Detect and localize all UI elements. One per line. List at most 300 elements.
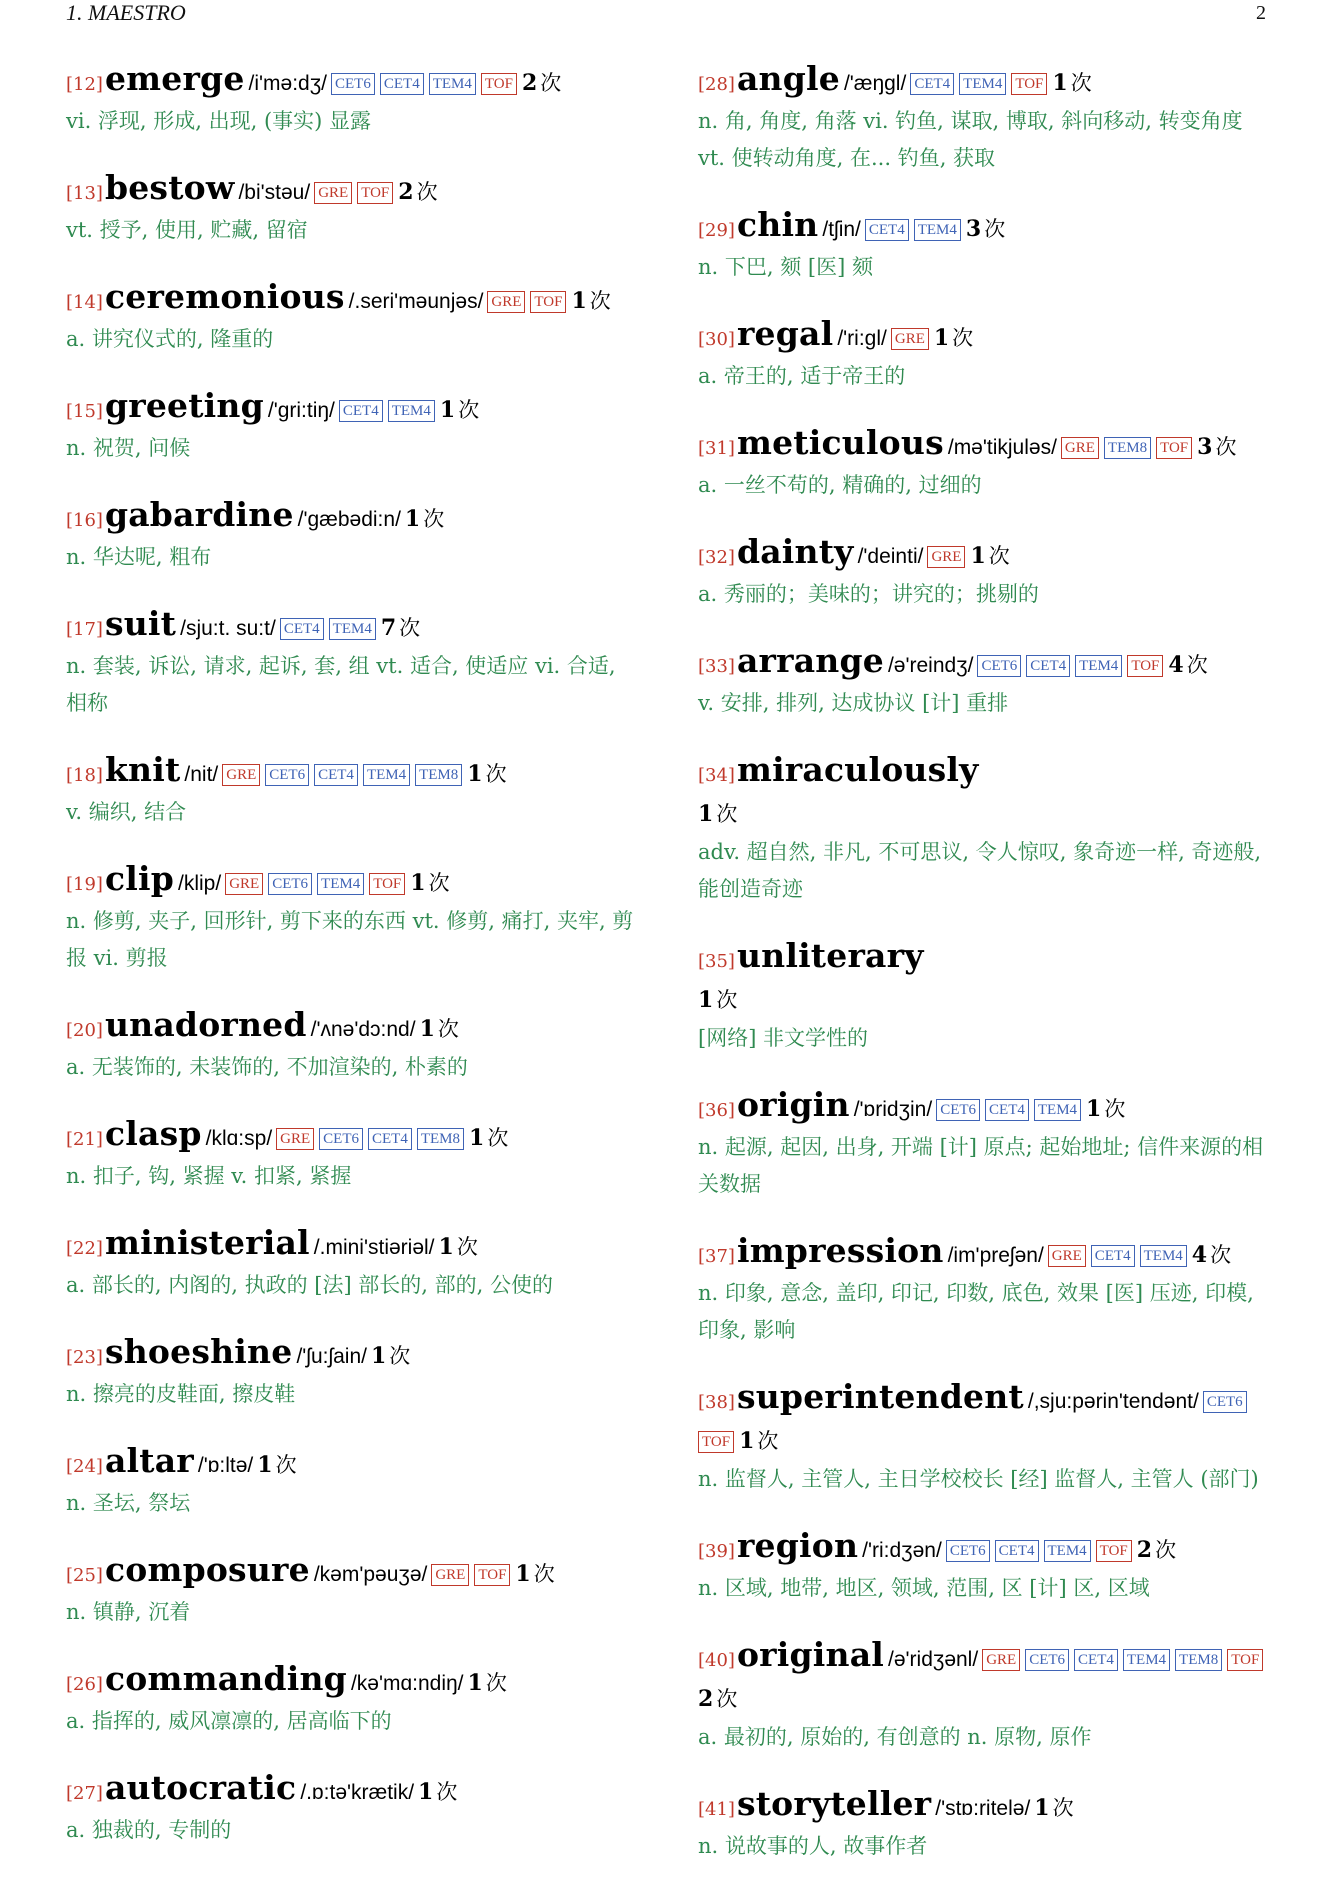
definition: n. 监督人, 主管人, 主日学校校长 [经] 监督人, 主管人 (部门)	[698, 1467, 1259, 1491]
word-entry	[698, 1636, 1272, 1756]
exam-tag: CET4	[910, 73, 954, 95]
count-number: 2	[1136, 1537, 1153, 1563]
headword: storyteller	[736, 1784, 932, 1823]
count-number: 1	[370, 1343, 387, 1369]
definition: n. 擦亮的皮鞋面, 擦皮鞋	[66, 1382, 296, 1406]
occurrence-count	[398, 180, 437, 204]
definition: a. 独裁的, 专制的	[66, 1818, 232, 1842]
entry-headline	[66, 496, 636, 540]
occurrence-count	[1034, 1796, 1073, 1820]
phonetic-transcription: /'æŋgl/	[843, 72, 907, 95]
exam-tags	[946, 1542, 1137, 1561]
entry-index: [14]	[66, 292, 103, 313]
exam-tags	[1061, 439, 1197, 458]
phonetic-transcription: /'ri:dʒən/	[862, 1539, 942, 1562]
entry-headline	[698, 1232, 1272, 1276]
entry-index: [30]	[698, 329, 735, 350]
entry-headline	[66, 1551, 636, 1595]
exam-tag: CET4	[380, 73, 424, 95]
count-suffix: 次	[389, 1344, 411, 1368]
count-suffix: 次	[436, 1780, 458, 1804]
count-number: 1	[419, 1016, 435, 1042]
definition: n. 下巴, 颏 [医] 颏	[698, 255, 873, 279]
count-number: 2	[521, 70, 538, 96]
exam-tag: GRE	[1048, 1245, 1086, 1267]
exam-tag: CET6	[946, 1540, 990, 1562]
entry-index: [16]	[66, 510, 103, 531]
headword: region	[736, 1526, 859, 1565]
count-suffix: 次	[1210, 1243, 1232, 1267]
exam-tag: TEM4	[1140, 1245, 1187, 1267]
exam-tag: CET4	[368, 1128, 412, 1150]
phonetic-transcription: /,sju:pərin'tendənt/	[1027, 1390, 1199, 1413]
exam-tags	[487, 293, 571, 312]
word-entry	[66, 1333, 636, 1413]
headword: shoeshine	[104, 1332, 293, 1371]
exam-tag: CET6	[265, 764, 309, 786]
headword: unadorned	[104, 1005, 307, 1044]
phonetic-transcription: /ə'ridʒənl/	[888, 1648, 979, 1671]
exam-tag: TEM4	[429, 73, 476, 95]
word-entry	[66, 387, 636, 467]
phonetic-transcription: /'gæbədi:n/	[297, 508, 401, 531]
occurrence-count	[698, 988, 737, 1012]
exam-tags	[977, 657, 1168, 676]
definition: v. 安排, 排列, 达成协议 [计] 重排	[698, 691, 1009, 715]
word-entry	[698, 424, 1272, 504]
entry-headline	[698, 1785, 1272, 1829]
definition: n. 镇静, 沉着	[66, 1600, 191, 1624]
exam-tag: TEM4	[317, 873, 364, 895]
exam-tag: GRE	[222, 764, 260, 786]
exam-tags	[982, 1651, 1268, 1670]
headword: altar	[104, 1441, 194, 1480]
occurrence-count	[467, 762, 506, 786]
exam-tag: CET4	[985, 1099, 1029, 1121]
entry-index: [21]	[66, 1129, 103, 1150]
exam-tag: TEM4	[329, 618, 376, 640]
occurrence-count	[1137, 1538, 1176, 1562]
exam-tag: TEM4	[959, 73, 1006, 95]
exam-tag: GRE	[487, 291, 525, 313]
occurrence-count	[468, 1671, 507, 1695]
headword: origin	[736, 1085, 850, 1124]
entry-index: [37]	[698, 1246, 735, 1267]
headword: emerge	[104, 59, 245, 98]
occurrence-count	[420, 1017, 459, 1041]
word-entry	[698, 751, 1272, 908]
headword: impression	[736, 1231, 944, 1270]
count-suffix: 次	[1104, 1097, 1126, 1121]
entry-index: [24]	[66, 1456, 103, 1477]
entry-index: [35]	[698, 951, 735, 972]
definition: a. 无装饰的, 未装饰的, 不加渲染的, 朴素的	[66, 1055, 468, 1079]
left-column	[66, 60, 636, 1878]
word-entry	[66, 1551, 636, 1631]
count-suffix: 次	[1070, 71, 1092, 95]
count-suffix: 次	[716, 802, 738, 826]
occurrence-count	[970, 544, 1009, 568]
definition: n. 扣子, 钩, 紧握 v. 扣紧, 紧握	[66, 1164, 352, 1188]
count-number: 1	[410, 870, 426, 896]
occurrence-count	[439, 1235, 478, 1259]
entry-index: [40]	[698, 1650, 735, 1671]
word-entry	[66, 1769, 636, 1849]
word-entry	[698, 937, 1272, 1057]
occurrence-count	[571, 289, 610, 313]
phonetic-transcription: /nit/	[184, 763, 219, 786]
count-suffix: 次	[428, 871, 450, 895]
count-suffix: 次	[399, 616, 421, 640]
phonetic-transcription: /klip/	[178, 872, 222, 895]
phonetic-transcription: /'ʌnə'dɔ:nd/	[310, 1018, 416, 1041]
count-suffix: 次	[540, 71, 562, 95]
entry-index: [29]	[698, 220, 735, 241]
headword: miraculously	[736, 750, 979, 789]
occurrence-count	[739, 1429, 778, 1453]
headword: commanding	[104, 1659, 347, 1698]
exam-tags	[225, 875, 410, 894]
entry-index: [25]	[66, 1565, 103, 1586]
count-number: 1	[1034, 1795, 1050, 1821]
word-entry	[698, 642, 1272, 722]
exam-tags	[910, 75, 1052, 94]
definition: n. 角, 角度, 角落 vi. 钓鱼, 谋取, 博取, 斜向移动, 转变角度 vt. 使转动角度, 在... 钓鱼, 获取	[698, 109, 1243, 170]
definition: [网络] 非文学性的	[698, 1026, 869, 1050]
exam-tag: TEM8	[415, 764, 462, 786]
exam-tag: TEM4	[388, 400, 435, 422]
exam-tag: GRE	[276, 1128, 314, 1150]
occurrence-count	[1052, 71, 1091, 95]
exam-tag: GRE	[927, 546, 965, 568]
entry-index: [19]	[66, 874, 103, 895]
exam-tag: CET4	[314, 764, 358, 786]
count-number: 4	[1191, 1242, 1208, 1268]
word-entry	[66, 1006, 636, 1086]
exam-tag: GRE	[891, 328, 929, 350]
exam-tag: TEM8	[1104, 437, 1151, 459]
definition: a. 帝王的, 适于帝王的	[698, 364, 906, 388]
entry-index: [39]	[698, 1541, 735, 1562]
headword: composure	[104, 1550, 310, 1589]
count-suffix: 次	[1052, 1796, 1074, 1820]
headword: knit	[104, 750, 181, 789]
count-number: 1	[970, 543, 986, 569]
entry-headline	[66, 1006, 636, 1050]
definition: adv. 超自然, 非凡, 不可思议, 令人惊叹, 象奇迹一样, 奇迹般, 能创造奇迹	[698, 840, 1262, 901]
exam-tags	[936, 1101, 1086, 1120]
headword: angle	[736, 59, 840, 98]
count-number: 1	[438, 1234, 454, 1260]
count-number: 1	[418, 1779, 434, 1805]
phonetic-transcription: /'stɒ:ritelə/	[935, 1797, 1031, 1820]
occurrence-count	[522, 71, 561, 95]
exam-tag: CET6	[977, 655, 1021, 677]
entry-index: [12]	[66, 74, 103, 95]
count-suffix: 次	[487, 1126, 509, 1150]
definition: a. 一丝不苟的, 精确的, 过细的	[698, 473, 982, 497]
phonetic-transcription: /klɑ:sp/	[205, 1127, 273, 1150]
exam-tags	[222, 766, 467, 785]
occurrence-count	[257, 1453, 296, 1477]
exam-tags	[865, 221, 966, 240]
entry-headline	[698, 533, 1272, 577]
entry-headline	[698, 206, 1272, 250]
count-suffix: 次	[533, 1562, 555, 1586]
phonetic-transcription: /'gri:tiŋ/	[267, 399, 335, 422]
word-entry	[698, 533, 1272, 613]
count-suffix: 次	[485, 1671, 507, 1695]
exam-tag: GRE	[1061, 437, 1099, 459]
exam-tag: GRE	[314, 182, 352, 204]
entry-index: [34]	[698, 765, 735, 786]
count-suffix: 次	[589, 289, 611, 313]
entry-index: [22]	[66, 1238, 103, 1259]
definition: a. 讲究仪式的, 隆重的	[66, 327, 274, 351]
count-number: 1	[257, 1452, 273, 1478]
count-number: 1	[467, 1670, 483, 1696]
headword: arrange	[736, 641, 884, 680]
entry-headline	[698, 1378, 1272, 1462]
entry-index: [28]	[698, 74, 735, 95]
phonetic-transcription: /'ɒridʒin/	[853, 1098, 933, 1121]
definition: vt. 授予, 使用, 贮藏, 留宿	[66, 218, 308, 242]
headword: gabardine	[104, 495, 294, 534]
exam-tag: TEM4	[1123, 1649, 1170, 1671]
exam-tag: CET4	[1074, 1649, 1118, 1671]
exam-tag: CET4	[280, 618, 324, 640]
exam-tag: TOF	[1127, 655, 1163, 677]
entry-headline	[66, 860, 636, 904]
phonetic-transcription: /.seri'məunjəs/	[348, 290, 484, 313]
entry-index: [27]	[66, 1783, 103, 1804]
phonetic-transcription: /im'preʃən/	[947, 1244, 1044, 1267]
count-number: 1	[515, 1561, 531, 1587]
occurrence-count	[418, 1780, 457, 1804]
exam-tags	[280, 620, 381, 639]
headword: autocratic	[104, 1768, 297, 1807]
entry-headline	[66, 387, 636, 431]
count-suffix: 次	[458, 398, 480, 422]
entry-index: [26]	[66, 1674, 103, 1695]
entry-index: [13]	[66, 183, 103, 204]
exam-tag: TOF	[1227, 1649, 1263, 1671]
occurrence-count	[1192, 1243, 1231, 1267]
word-entry	[66, 1115, 636, 1195]
word-entry	[698, 1527, 1272, 1607]
count-suffix: 次	[952, 326, 974, 350]
count-suffix: 次	[275, 1453, 297, 1477]
exam-tag: TEM4	[914, 219, 961, 241]
count-suffix: 次	[716, 1687, 738, 1711]
entry-headline	[66, 1224, 636, 1268]
count-number: 1	[1052, 70, 1068, 96]
entry-index: [41]	[698, 1799, 735, 1820]
exam-tag: CET6	[331, 73, 375, 95]
occurrence-count	[1197, 435, 1236, 459]
exam-tag: TEM8	[417, 1128, 464, 1150]
exam-tag: TOF	[357, 182, 393, 204]
phonetic-transcription: /'ri:gl/	[837, 327, 887, 350]
entry-headline	[66, 1333, 636, 1377]
occurrence-count	[405, 507, 444, 531]
exam-tag: TEM4	[1044, 1540, 1091, 1562]
phonetic-transcription: /kəm'pəuʒə/	[313, 1563, 428, 1586]
definition: a. 秀丽的；美味的；讲究的；挑剔的	[698, 582, 1039, 606]
occurrence-count	[469, 1126, 508, 1150]
definition: vi. 浮现, 形成, 出现, (事实) 显露	[66, 109, 372, 133]
count-number: 1	[571, 288, 587, 314]
word-entry	[698, 60, 1272, 177]
count-suffix: 次	[988, 544, 1010, 568]
entry-headline	[698, 751, 1272, 795]
definition: a. 指挥的, 威风凛凛的, 居高临下的	[66, 1709, 392, 1733]
exam-tag: TEM4	[1075, 655, 1122, 677]
count-line	[698, 981, 1272, 1021]
count-number: 1	[404, 506, 421, 532]
definition: n. 区域, 地带, 地区, 领域, 范围, 区 [计] 区, 区域	[698, 1576, 1150, 1600]
entry-index: [20]	[66, 1020, 103, 1041]
count-suffix: 次	[1155, 1538, 1177, 1562]
phonetic-transcription: /'ɒ:ltə/	[197, 1454, 254, 1477]
exam-tag: CET6	[1203, 1391, 1247, 1413]
occurrence-count	[698, 1687, 737, 1711]
exam-tag: TOF	[369, 873, 405, 895]
count-number: 7	[380, 615, 397, 641]
word-entry	[66, 496, 636, 576]
exam-tag: TOF	[1011, 73, 1047, 95]
exam-tag: CET6	[936, 1099, 980, 1121]
word-entry	[66, 1442, 636, 1522]
exam-tags	[927, 548, 970, 567]
exam-tag: GRE	[431, 1564, 469, 1586]
entry-headline	[698, 1636, 1272, 1720]
headword: ceremonious	[104, 277, 345, 316]
entry-index: [36]	[698, 1100, 735, 1121]
entry-headline	[698, 424, 1272, 468]
exam-tag: CET4	[1091, 1245, 1135, 1267]
definition: a. 最初的, 原始的, 有创意的 n. 原物, 原作	[698, 1725, 1092, 1749]
word-entry	[66, 1660, 636, 1740]
entry-headline	[698, 642, 1272, 686]
word-entry	[66, 860, 636, 977]
definition: n. 套装, 诉讼, 请求, 起诉, 套, 组 vt. 适合, 使适应 vi. 合适, 相称	[66, 654, 616, 715]
definition: n. 祝贺, 问候	[66, 436, 191, 460]
phonetic-transcription: /.mini'stiəriəl/	[313, 1236, 435, 1259]
count-number: 1	[933, 325, 950, 351]
count-suffix: 次	[416, 180, 438, 204]
entry-index: [38]	[698, 1392, 735, 1413]
entry-headline	[698, 1086, 1272, 1130]
definition: n. 华达呢, 粗布	[66, 545, 212, 569]
exam-tag: CET6	[319, 1128, 363, 1150]
definition: n. 修剪, 夹子, 回形针, 剪下来的东西 vt. 修剪, 痛打, 夹牢, 剪报 vi. 剪报	[66, 909, 634, 970]
occurrence-count	[698, 802, 737, 826]
phonetic-transcription: /bi'stəu/	[238, 181, 311, 204]
exam-tags	[431, 1566, 515, 1585]
phonetic-transcription: /kə'mɑ:ndiŋ/	[350, 1672, 464, 1695]
entry-index: [17]	[66, 619, 103, 640]
phonetic-transcription: /.ɒ:tə'krætik/	[300, 1781, 415, 1804]
word-entry	[698, 1378, 1272, 1498]
headword: chin	[736, 205, 819, 244]
count-suffix: 次	[1215, 435, 1237, 459]
entry-headline	[66, 1769, 636, 1813]
exam-tag: TOF	[474, 1564, 510, 1586]
occurrence-count	[1168, 653, 1207, 677]
exam-tags	[339, 402, 440, 421]
entry-index: [23]	[66, 1347, 103, 1368]
word-entry	[66, 751, 636, 831]
count-number: 2	[698, 1686, 714, 1712]
count-suffix: 次	[984, 217, 1006, 241]
occurrence-count	[440, 398, 479, 422]
definition: n. 起源, 起因, 出身, 开端 [计] 原点; 起始地址; 信件来源的相关数据	[698, 1135, 1264, 1196]
exam-tag: CET4	[865, 219, 909, 241]
chapter-title: 1. MAESTRO	[66, 0, 186, 25]
count-suffix: 次	[456, 1235, 478, 1259]
headword: bestow	[104, 168, 235, 207]
count-number: 1	[469, 1125, 485, 1151]
headword: regal	[736, 314, 834, 353]
entry-headline	[66, 1660, 636, 1704]
exam-tags	[891, 330, 934, 349]
exam-tag: CET4	[995, 1540, 1039, 1562]
entry-index: [32]	[698, 547, 735, 568]
entry-headline	[66, 605, 636, 649]
count-line	[698, 795, 1272, 835]
phonetic-transcription: /ə'reindʒ/	[887, 654, 974, 677]
occurrence-count	[966, 217, 1005, 241]
count-number: 1	[739, 1428, 755, 1454]
exam-tag: TOF	[698, 1431, 734, 1453]
occurrence-count	[381, 616, 420, 640]
word-entry	[698, 206, 1272, 286]
page-number: 2	[1256, 2, 1266, 24]
count-number: 2	[398, 179, 414, 205]
entry-headline	[66, 751, 636, 795]
exam-tag: TEM4	[1034, 1099, 1081, 1121]
word-entry	[698, 1785, 1272, 1865]
entry-headline	[66, 169, 636, 213]
entry-index: [33]	[698, 656, 735, 677]
exam-tag: TOF	[1096, 1540, 1132, 1562]
headword: greeting	[104, 386, 264, 425]
count-number: 1	[698, 801, 714, 827]
entry-headline	[66, 278, 636, 322]
count-suffix: 次	[757, 1429, 779, 1453]
entry-headline	[698, 60, 1272, 104]
exam-tag: CET4	[1026, 655, 1070, 677]
entry-headline	[66, 1442, 636, 1486]
headword: clip	[104, 859, 174, 898]
count-number: 1	[1086, 1096, 1102, 1122]
count-suffix: 次	[437, 1017, 459, 1041]
word-entry	[698, 1086, 1272, 1203]
exam-tag: TOF	[481, 73, 517, 95]
word-entry	[66, 60, 636, 140]
word-entry	[66, 605, 636, 722]
definition: a. 部长的, 内阁的, 执政的 [法] 部长的, 部的, 公使的	[66, 1273, 554, 1297]
entry-headline	[698, 1527, 1272, 1571]
definition: n. 印象, 意念, 盖印, 印记, 印数, 底色, 效果 [医] 压迹, 印模, 印象, 影响	[698, 1281, 1254, 1342]
occurrence-count	[515, 1562, 554, 1586]
word-entry	[66, 278, 636, 358]
occurrence-count	[934, 326, 973, 350]
word-entry	[698, 315, 1272, 395]
count-number: 3	[1197, 434, 1213, 460]
count-number: 1	[439, 397, 456, 423]
